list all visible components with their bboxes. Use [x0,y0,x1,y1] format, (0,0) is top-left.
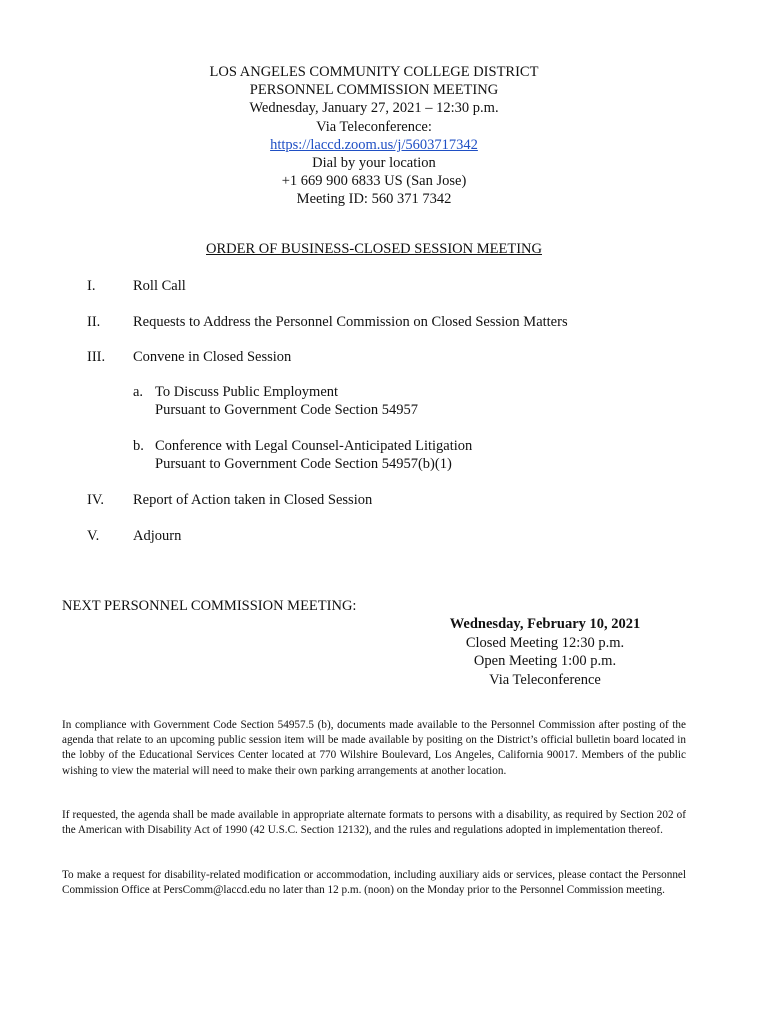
zoom-link[interactable]: https://laccd.zoom.us/j/5603717342 [270,136,478,153]
phone-number: +1 669 900 6833 US (San Jose) [281,173,467,190]
item-text: Convene in Closed Session [133,349,292,365]
item-number: I. [87,278,96,294]
notice-public-records: In compliance with Government Code Section 54957.5 (b), documents made available to the Personnel Commission after posting of the agenda that relate to an upcoming public session item will be made available by positing on the District’s official bulletin board located in the lobby of the Educational Services Center located at 770 Wilshire Boulevard, Los Angeles, California 90017. Members of the public wishing to view the material will need to make their own parking arrangements at another location. [62,719,686,777]
district-name: LOS ANGELES COMMUNITY COLLEGE DISTRICT [209,64,539,80]
notice-accommodation: To make a request for disability-related modification or accommodation, including auxiliary aids or services, please contact the Personnel Commission Office at PersComm@laccd.edu no later than 12 p.m. (noon) on the Monday prior to the Personnel Commission meeting. [62,869,686,897]
next-meeting-via: Via Teleconference [489,671,601,688]
item-number: V. [87,528,100,544]
subitem-line1: To Discuss Public Employment [155,384,339,400]
meeting-datetime: Wednesday, January 27, 2021 – 12:30 p.m. [249,100,499,117]
subitem-letter: b. [133,438,144,454]
item-text: Roll Call [133,278,186,294]
item-text: Requests to Address the Personnel Commission on Closed Session Matters [133,314,568,330]
next-meeting-details [420,615,670,689]
meeting-header [0,63,748,209]
subitem-letter: a. [133,384,144,400]
dial-text: Dial by your location [312,155,436,172]
next-meeting-label: NEXT PERSONNEL COMMISSION MEETING: [62,598,357,614]
next-open-meeting: Open Meeting 1:00 p.m. [473,653,617,669]
subitem-line1: Conference with Legal Counsel-Anticipated Litigation [155,438,473,454]
subitem-line2: Pursuant to Government Code Section 54957 [155,402,418,418]
meeting-name: PERSONNEL COMMISSION MEETING [249,82,499,99]
item-number: III. [87,349,106,365]
next-meeting-date: Wednesday, February 10, 2021 [449,616,641,632]
via-teleconference: Via Teleconference: [316,118,432,135]
item-text: Report of Action taken in Closed Session [133,492,373,508]
item-text: Adjourn [133,528,182,544]
item-number: IV. [87,492,105,508]
order-of-business-title: ORDER OF BUSINESS-CLOSED SESSION MEETING [206,241,542,257]
next-closed-meeting: Closed Meeting 12:30 p.m. [465,634,625,651]
meeting-id: Meeting ID: 560 371 7342 [296,191,452,208]
item-number: II. [87,314,101,330]
subitem-line2: Pursuant to Government Code Section 54957(b)(1) [155,456,452,472]
notice-alternate-formats: If requested, the agenda shall be made available in appropriate alternate formats to persons with a disability, as required by Section 202 of the American with Disability Act of 1990 (42 U.S.C. Section 12132), and the rules and regulations adopted in implementation thereof. [62,809,686,837]
